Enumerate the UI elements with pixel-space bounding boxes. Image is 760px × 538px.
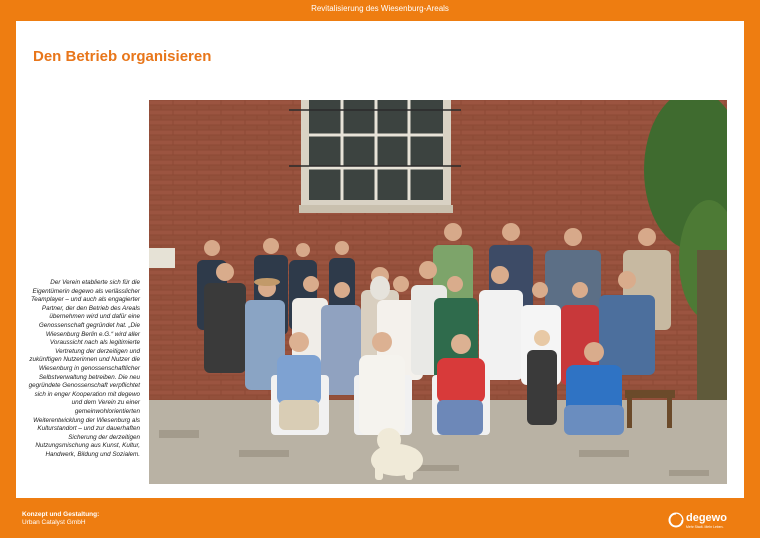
degewo-logo: [668, 509, 738, 531]
degewo-logo-icon: [668, 512, 684, 528]
group-photo: [149, 100, 727, 484]
credit-label: Konzept und Gestaltung:: [22, 511, 100, 518]
page-heading: Den Betrieb organisieren: [33, 48, 212, 65]
credit-name: Urban Catalyst GmbH: [22, 519, 86, 526]
header-title: Revitalisierung des Wiesenburg-Areals: [311, 4, 449, 13]
footer-credit: [22, 511, 99, 527]
body-paragraph: Der Verein etablierte sich für die Eigentümerin degewo als verlässlicher Teamplayer – und auch als engagierter Partner, der den Betrieb des Areals übernehmen wird und dafür eine Genossenschaft gegründet hat. „Die Wiesenburg Berlin e.G.“ wird aller Voraussicht nach als legitimierte Vertretung der derzeitigen und zukünftigen Nutzerinnen und Nutzer die Wiesenburg in genossenschaftlicher Selbstverwaltung betreiben. Die neu gegründete Genossenschaft verpflichtet sich in enger Kooperation mit degewo und dem Verein zu einer gemeinwohlorientierten Weiterentwicklung der Wiesenburg als Kulturstandort – und zur dauerhaften Sicherung der derzeitigen Nutzungsmischung aus Kunst, Kultur, Handwerk, Bildung und Sozialem.: [28, 279, 140, 458]
logo-text: degewo: [686, 512, 727, 524]
content-panel: [16, 21, 744, 498]
logo-tagline: Mehr Stadt. Mehr Leben.: [686, 525, 724, 529]
group-photo-illustration: [149, 100, 727, 484]
